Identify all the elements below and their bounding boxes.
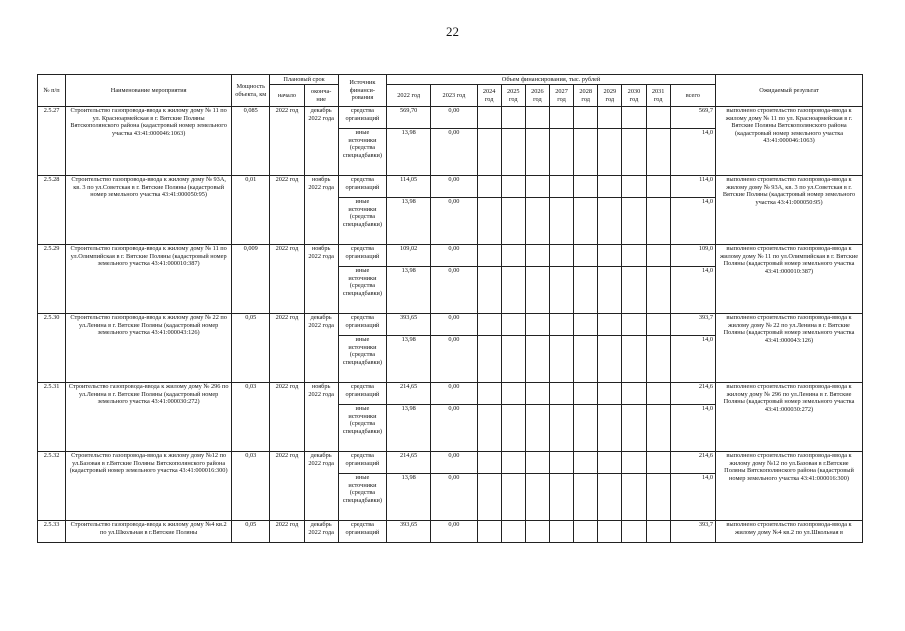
- amount-empty: [549, 474, 573, 521]
- amount-empty: [622, 245, 646, 267]
- amount-empty: [646, 521, 670, 543]
- amount-empty: [501, 314, 525, 336]
- amount-empty: [622, 314, 646, 336]
- amount-2023: 0,00: [431, 474, 477, 521]
- capacity: 0,05: [232, 314, 270, 383]
- amount-empty: [574, 452, 598, 474]
- table-row: [38, 314, 863, 336]
- amount-total: 114,0: [670, 176, 715, 198]
- amount-empty: [549, 521, 573, 543]
- amount-empty: [501, 176, 525, 198]
- header-year: 2027 год: [549, 85, 573, 107]
- funding-source: иные источники (средства спецнадбавки): [338, 405, 386, 452]
- amount-empty: [598, 336, 622, 383]
- amount-empty: [598, 314, 622, 336]
- row-number: 2.5.33: [38, 521, 66, 543]
- funding-source: иные источники (средства спецнадбавки): [338, 267, 386, 314]
- amount-empty: [477, 314, 501, 336]
- amount-empty: [622, 383, 646, 405]
- header-total: всего: [670, 85, 715, 107]
- table-row: [38, 245, 863, 267]
- amount-empty: [598, 521, 622, 543]
- amount-2022: 13,98: [387, 474, 431, 521]
- amount-total: 14,0: [670, 405, 715, 452]
- amount-total: 393,7: [670, 314, 715, 336]
- amount-empty: [501, 107, 525, 129]
- start-date: 2022 год: [270, 452, 304, 521]
- amount-empty: [525, 267, 549, 314]
- amount-empty: [501, 383, 525, 405]
- amount-empty: [646, 405, 670, 452]
- amount-empty: [646, 336, 670, 383]
- amount-empty: [574, 107, 598, 129]
- amount-empty: [477, 336, 501, 383]
- amount-total: 14,0: [670, 474, 715, 521]
- table-row: [38, 383, 863, 405]
- measure-name: Строительство газопровода-ввода к жилому дому № 93А, кв. 3 по ул.Советская в г. Вятские Поляны (кадастровый номер земельного участка 43:41:000050:95): [66, 176, 232, 245]
- amount-empty: [501, 129, 525, 176]
- amount-2022: 214,65: [387, 452, 431, 474]
- amount-empty: [646, 107, 670, 129]
- amount-2022: 214,65: [387, 383, 431, 405]
- amount-empty: [477, 452, 501, 474]
- amount-total: 393,7: [670, 521, 715, 543]
- amount-2023: 0,00: [431, 198, 477, 245]
- amount-empty: [525, 521, 549, 543]
- end-date: ноябрь 2022 года: [304, 245, 338, 314]
- amount-empty: [549, 267, 573, 314]
- amount-empty: [574, 129, 598, 176]
- amount-empty: [525, 107, 549, 129]
- amount-empty: [477, 405, 501, 452]
- capacity: 0,01: [232, 176, 270, 245]
- header-year: 2028 год: [574, 85, 598, 107]
- row-number: 2.5.27: [38, 107, 66, 176]
- capacity: 0,085: [232, 107, 270, 176]
- row-number: 2.5.32: [38, 452, 66, 521]
- table-row: [38, 176, 863, 198]
- amount-empty: [622, 405, 646, 452]
- amount-total: 14,0: [670, 336, 715, 383]
- amount-empty: [574, 405, 598, 452]
- expected-result: выполнено строительство газопровода-ввода к жилому дому №12 по ул.Базовая в г.Вятские Поляны Вятскополянского района (кадастровый номер земельного участка 43:41:000016:300): [716, 452, 863, 521]
- end-date: декабрь 2022 года: [304, 521, 338, 543]
- amount-empty: [549, 336, 573, 383]
- amount-empty: [598, 267, 622, 314]
- header-name: Наименование мероприятия: [66, 75, 232, 107]
- start-date: 2022 год: [270, 521, 304, 543]
- end-date: декабрь 2022 года: [304, 107, 338, 176]
- amount-empty: [622, 474, 646, 521]
- amount-empty: [549, 107, 573, 129]
- header-plan-period: Плановый срок: [270, 75, 338, 85]
- amount-empty: [574, 198, 598, 245]
- amount-empty: [549, 383, 573, 405]
- amount-empty: [646, 383, 670, 405]
- funding-source: иные источники (средства спецнадбавки): [338, 336, 386, 383]
- amount-2023: 0,00: [431, 245, 477, 267]
- amount-total: 109,0: [670, 245, 715, 267]
- amount-empty: [622, 521, 646, 543]
- amount-empty: [549, 198, 573, 245]
- amount-total: 14,0: [670, 198, 715, 245]
- expected-result: выполнено строительство газопровода-ввода к жилому дому № 11 по ул.Олимпийская в г. Вятские Поляны (кадастровый номер земельного участка 43:41:000010:387): [716, 245, 863, 314]
- financing-table: [37, 74, 863, 543]
- amount-empty: [598, 405, 622, 452]
- start-date: 2022 год: [270, 107, 304, 176]
- amount-empty: [598, 107, 622, 129]
- header-num: № п/п: [38, 75, 66, 107]
- funding-source: средства организаций: [338, 245, 386, 267]
- capacity: 0,05: [232, 521, 270, 543]
- amount-empty: [477, 198, 501, 245]
- amount-empty: [598, 452, 622, 474]
- amount-empty: [646, 314, 670, 336]
- amount-2023: 0,00: [431, 129, 477, 176]
- header-year: 2031 год: [646, 85, 670, 107]
- amount-empty: [646, 129, 670, 176]
- amount-empty: [501, 198, 525, 245]
- header-result: Ожидаемый результат: [716, 75, 863, 107]
- funding-source: иные источники (средства спецнадбавки): [338, 198, 386, 245]
- amount-empty: [549, 452, 573, 474]
- header-year: 2025 год: [501, 85, 525, 107]
- funding-source: средства организаций: [338, 521, 386, 543]
- measure-name: Строительство газопровода-ввода к жилому дому № 11 по ул.Олимпийская в г. Вятские Поляны (кадастровый номер земельного участка 43:41:000010:387): [66, 245, 232, 314]
- amount-empty: [477, 245, 501, 267]
- amount-total: 214,6: [670, 383, 715, 405]
- amount-2022: 109,02: [387, 245, 431, 267]
- amount-empty: [622, 452, 646, 474]
- funding-source: средства организаций: [338, 452, 386, 474]
- measure-name: Строительство газопровода-ввода к жилому дому №12 по ул.Базовая в г.Вятские Поляны Вятскополянского района (кадастровый номер земельного участка 43:41:000016:300): [66, 452, 232, 521]
- amount-empty: [574, 176, 598, 198]
- amount-empty: [477, 176, 501, 198]
- funding-source: средства организаций: [338, 107, 386, 129]
- header-capacity: Мощность объекта, км: [232, 75, 270, 107]
- amount-empty: [525, 452, 549, 474]
- expected-result: выполнено строительство газопровода-ввода к жилому дому №4 кв.2 по ул.Школьная в: [716, 521, 863, 543]
- amount-empty: [525, 405, 549, 452]
- amount-empty: [598, 474, 622, 521]
- amount-empty: [501, 452, 525, 474]
- funding-source: средства организаций: [338, 314, 386, 336]
- amount-total: 214,6: [670, 452, 715, 474]
- amount-empty: [622, 107, 646, 129]
- amount-empty: [574, 267, 598, 314]
- header-source: Источник финанси-рования: [338, 75, 386, 107]
- amount-empty: [574, 383, 598, 405]
- amount-empty: [525, 198, 549, 245]
- capacity: 0,03: [232, 452, 270, 521]
- row-number: 2.5.29: [38, 245, 66, 314]
- amount-empty: [622, 198, 646, 245]
- header-year: 2026 год: [525, 85, 549, 107]
- end-date: декабрь 2022 года: [304, 452, 338, 521]
- amount-total: 14,0: [670, 267, 715, 314]
- amount-empty: [549, 176, 573, 198]
- amount-2023: 0,00: [431, 452, 477, 474]
- amount-empty: [477, 107, 501, 129]
- amount-empty: [525, 314, 549, 336]
- amount-empty: [501, 405, 525, 452]
- start-date: 2022 год: [270, 314, 304, 383]
- amount-empty: [525, 245, 549, 267]
- amount-empty: [525, 336, 549, 383]
- row-number: 2.5.28: [38, 176, 66, 245]
- end-date: ноябрь 2022 года: [304, 176, 338, 245]
- amount-2023: 0,00: [431, 336, 477, 383]
- amount-empty: [574, 314, 598, 336]
- amount-empty: [501, 267, 525, 314]
- amount-empty: [525, 176, 549, 198]
- amount-empty: [549, 129, 573, 176]
- amount-total: 569,7: [670, 107, 715, 129]
- header-year: 2024 год: [477, 85, 501, 107]
- amount-total: 14,0: [670, 129, 715, 176]
- amount-empty: [477, 521, 501, 543]
- amount-empty: [574, 336, 598, 383]
- expected-result: выполнено строительство газопровода-ввода к жилому дому № 93А, кв. 3 по ул.Советская в г. Вятские Поляны (кадастровый номер земельного участка 43:41:000050:95): [716, 176, 863, 245]
- amount-2023: 0,00: [431, 107, 477, 129]
- amount-empty: [501, 336, 525, 383]
- header-end: оконча-ние: [304, 85, 338, 107]
- start-date: 2022 год: [270, 176, 304, 245]
- amount-empty: [646, 267, 670, 314]
- header-volume: Объем финансирования, тыс. рублей: [387, 75, 716, 85]
- amount-empty: [598, 198, 622, 245]
- amount-empty: [622, 176, 646, 198]
- end-date: ноябрь 2022 года: [304, 383, 338, 452]
- expected-result: выполнено строительство газопровода-ввода к жилому дому № 296 по ул.Ленина в г. Вятские Поляны (кадастровый номер земельного участка 43:41:000030:272): [716, 383, 863, 452]
- amount-2022: 114,05: [387, 176, 431, 198]
- amount-empty: [646, 176, 670, 198]
- amount-2022: 393,65: [387, 521, 431, 543]
- header-start: начало: [270, 85, 304, 107]
- table-row: [38, 107, 863, 129]
- funding-source: средства организаций: [338, 176, 386, 198]
- amount-2022: 569,70: [387, 107, 431, 129]
- amount-2022: 13,98: [387, 267, 431, 314]
- amount-2023: 0,00: [431, 383, 477, 405]
- amount-empty: [598, 129, 622, 176]
- amount-empty: [646, 198, 670, 245]
- amount-2022: 13,98: [387, 336, 431, 383]
- amount-2023: 0,00: [431, 176, 477, 198]
- amount-empty: [525, 383, 549, 405]
- amount-2022: 393,65: [387, 314, 431, 336]
- amount-empty: [477, 383, 501, 405]
- amount-2023: 0,00: [431, 267, 477, 314]
- amount-empty: [549, 314, 573, 336]
- amount-empty: [501, 521, 525, 543]
- amount-empty: [622, 129, 646, 176]
- amount-empty: [525, 474, 549, 521]
- amount-empty: [574, 245, 598, 267]
- header-year: 2030 год: [622, 85, 646, 107]
- end-date: декабрь 2022 года: [304, 314, 338, 383]
- amount-empty: [477, 474, 501, 521]
- amount-empty: [646, 245, 670, 267]
- amount-empty: [549, 405, 573, 452]
- amount-empty: [622, 267, 646, 314]
- amount-2023: 0,00: [431, 521, 477, 543]
- measure-name: Строительство газопровода-ввода к жилому дому № 11 по ул. Красноармейская в г. Вятские Поляны Вятскополянского района (кадастровый номер земельного участка 43:41:000046:1063): [66, 107, 232, 176]
- amount-2022: 13,98: [387, 198, 431, 245]
- measure-name: Строительство газопровода-ввода к жилому дому № 296 по ул.Ленина в г. Вятские Поляны (кадастровый номер земельного участка 43:41:000030:272): [66, 383, 232, 452]
- funding-source: средства организаций: [338, 383, 386, 405]
- row-number: 2.5.30: [38, 314, 66, 383]
- table-row: [38, 452, 863, 474]
- amount-empty: [598, 176, 622, 198]
- expected-result: выполнено строительство газопровода-ввода к жилому дому № 11 по ул. Красноармейская в г. Вятские Поляны Вятскополянского района (кадастровый номер земельного участка 43:41:000046:1063): [716, 107, 863, 176]
- amount-empty: [574, 474, 598, 521]
- row-number: 2.5.31: [38, 383, 66, 452]
- amount-empty: [622, 336, 646, 383]
- page-number: 22: [446, 24, 459, 39]
- table-row: [38, 521, 863, 543]
- start-date: 2022 год: [270, 383, 304, 452]
- amount-2022: 13,98: [387, 129, 431, 176]
- capacity: 0,03: [232, 383, 270, 452]
- amount-empty: [646, 452, 670, 474]
- amount-empty: [598, 245, 622, 267]
- amount-2023: 0,00: [431, 405, 477, 452]
- measure-name: Строительство газопровода-ввода к жилому дому №4 кв.2 по ул.Школьная в г.Вятские Поляны: [66, 521, 232, 543]
- header-year: 2022 год: [387, 85, 431, 107]
- start-date: 2022 год: [270, 245, 304, 314]
- amount-empty: [477, 129, 501, 176]
- measure-name: Строительство газопровода-ввода к жилому дому № 22 по ул.Ленина в г. Вятские Поляны (кадастровый номер земельного участка 43:41:000043:126): [66, 314, 232, 383]
- capacity: 0,009: [232, 245, 270, 314]
- amount-2022: 13,98: [387, 405, 431, 452]
- header-year: 2023 год: [431, 85, 477, 107]
- amount-empty: [525, 129, 549, 176]
- amount-empty: [598, 383, 622, 405]
- funding-source: иные источники (средства спецнадбавки): [338, 474, 386, 521]
- amount-empty: [646, 474, 670, 521]
- amount-2023: 0,00: [431, 314, 477, 336]
- expected-result: выполнено строительство газопровода-ввода к жилому дому № 22 по ул.Ленина в г. Вятские Поляны (кадастровый номер земельного участка 43:41:000043:126): [716, 314, 863, 383]
- amount-empty: [501, 245, 525, 267]
- amount-empty: [501, 474, 525, 521]
- header-year: 2029 год: [598, 85, 622, 107]
- funding-source: иные источники (средства спецнадбавки): [338, 129, 386, 176]
- amount-empty: [574, 521, 598, 543]
- amount-empty: [477, 267, 501, 314]
- amount-empty: [549, 245, 573, 267]
